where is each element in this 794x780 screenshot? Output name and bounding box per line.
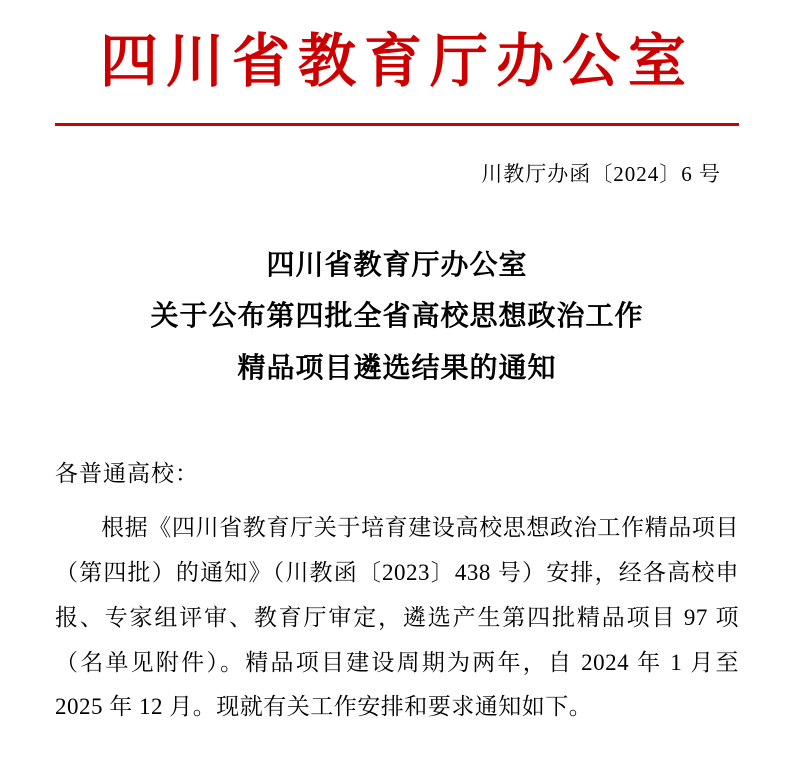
letterhead-divider (55, 123, 739, 126)
title-line-1: 四川省教育厅办公室 (266, 249, 528, 281)
salutation: 各普通高校： (55, 461, 199, 487)
document-title (55, 240, 739, 395)
title-line-3: 精品项目遴选结果的通知 (237, 353, 557, 385)
document-number: 川教厅办函〔2024〕6 号 (481, 161, 721, 186)
title-line-2: 关于公布第四批全省高校思想政治工作 (150, 301, 644, 333)
letterhead-organization: 四川省教育厅办公室 (99, 27, 694, 95)
document-page (0, 28, 794, 780)
body-paragraph-1: 根据《四川省教育厅关于培育建设高校思想政治工作精品项目（第四批）的通知》（川教函〔2023〕438 号）安排，经各高校申报、专家组评审、教育厅审定，遴选产生第四批精品项目 97 项（名单见附件）。精品项目建设周期为两年，自 2024 年 1 月至 2025 年 12 月。现就有关工作安排和要求通知如下。 (55, 515, 739, 720)
letterhead (55, 28, 739, 126)
